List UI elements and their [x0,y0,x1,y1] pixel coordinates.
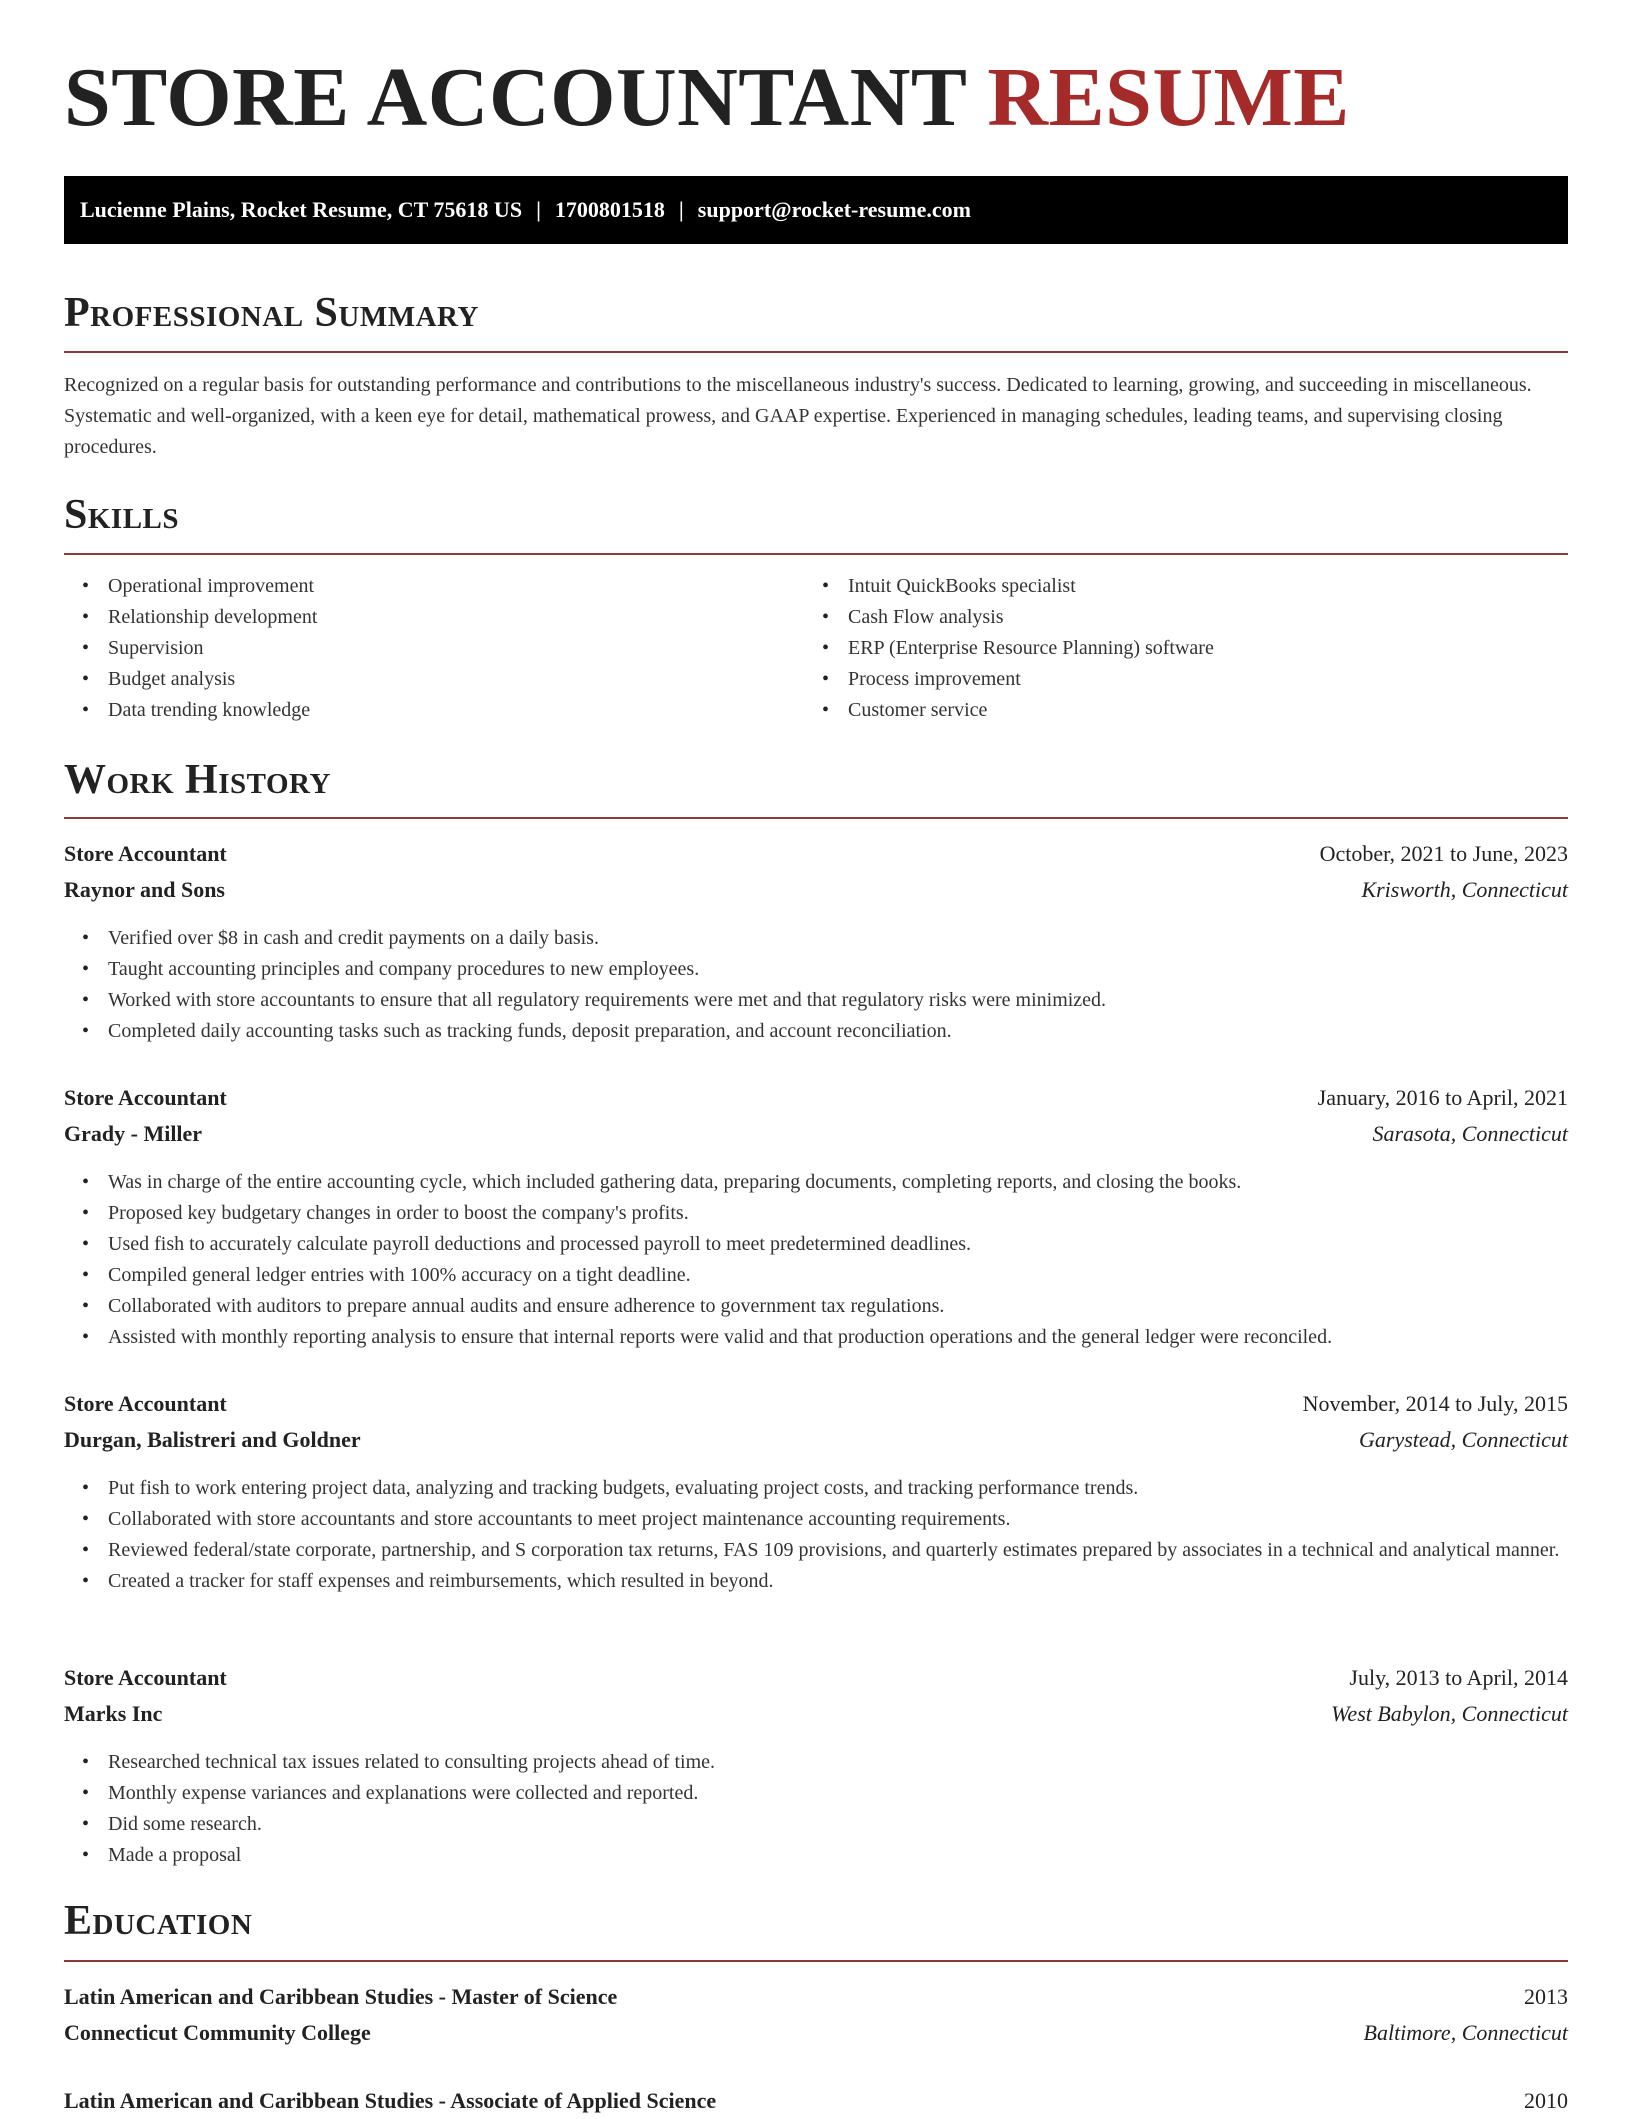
work-rule [64,817,1568,819]
job-location: West Babylon, Connecticut [1331,1701,1568,1726]
title-main: STORE ACCOUNTANT [64,51,966,144]
job-bullet: • Used fish to accurately calculate payroll deductions and processed payroll to meet predetermined deadlines. [64,1229,1568,1260]
job-title-row [64,1386,1568,1422]
job-company-row [64,1696,1568,1732]
job-bullets [64,1747,1568,1871]
job-bullet: • Assisted with monthly reporting analysis to ensure that internal reports were valid and that production operations and the general ledger were reconciled. [64,1322,1568,1353]
education-degree-row [64,2083,1568,2119]
job-bullet: • Made a proposal [64,1840,1568,1871]
job-title: Store Accountant [64,1391,227,1416]
education-school: Connecticut Community College [64,2020,371,2045]
skill-item: • Intuit QuickBooks specialist [804,571,1568,602]
job-bullet: • Was in charge of the entire accounting cycle, which included gathering data, preparing documents, completing reports, and closing the books. [64,1167,1568,1198]
skills-list-right [804,571,1568,726]
education-rule [64,1960,1568,1962]
skill-item: • Cash Flow analysis [804,602,1568,633]
education-degree: Latin American and Caribbean Studies - Associate of Applied Science [64,2088,717,2113]
resume-title [64,51,1350,144]
contact-email[interactable]: support@rocket-resume.com [697,197,971,222]
summary-rule [64,351,1568,353]
job-bullet: • Did some research. [64,1809,1568,1840]
education-year: 2010 [1524,2088,1568,2113]
skills-heading: Skills [64,492,180,538]
job-bullets [64,1167,1568,1353]
job-dates: October, 2021 to June, 2023 [1319,841,1568,866]
job-bullet: • Completed daily accounting tasks such as tracking funds, deposit preparation, and account reconciliation. [64,1016,1568,1047]
education-school-row [64,2015,1568,2051]
education-heading: Education [64,1898,253,1944]
skill-item: • Operational improvement [64,571,804,602]
work-heading: Work History [64,757,331,803]
job-bullet: • Researched technical tax issues related to consulting projects ahead of time. [64,1747,1568,1778]
job-company: Grady - Miller [64,1121,203,1146]
education-location: Baltimore, Connecticut [1363,2020,1568,2045]
job-bullet: • Collaborated with store accountants and store accountants to meet project maintenance accounting requirements. [64,1504,1568,1535]
job-location: Garystead, Connecticut [1359,1427,1568,1452]
skill-item: • Customer service [804,695,1568,726]
job-bullet: • Verified over $8 in cash and credit payments on a daily basis. [64,923,1568,954]
skills-list-left [64,571,804,726]
contact-phone[interactable]: 1700801518 [554,197,665,222]
job-bullet: • Put fish to work entering project data, analyzing and tracking budgets, evaluating project costs, and tracking performance trends. [64,1473,1568,1504]
job-dates: July, 2013 to April, 2014 [1349,1665,1568,1690]
job-location: Sarasota, Connecticut [1372,1121,1568,1146]
job-company-row [64,1116,1568,1152]
job-company-row [64,1422,1568,1458]
job-bullet: • Worked with store accountants to ensure that all regulatory requirements were met and that regulatory risks were minimized. [64,985,1568,1016]
skill-item: • ERP (Enterprise Resource Planning) software [804,633,1568,664]
title-accent: RESUME [987,51,1350,144]
job-bullets [64,923,1568,1047]
skill-item: • Data trending knowledge [64,695,804,726]
job-company: Raynor and Sons [64,877,225,902]
job-bullets [64,1473,1568,1597]
job-title-row [64,1080,1568,1116]
job-bullet: • Monthly expense variances and explanations were collected and reported. [64,1778,1568,1809]
job-location: Krisworth, Connecticut [1361,877,1568,902]
skill-item: • Process improvement [804,664,1568,695]
summary-text: Recognized on a regular basis for outstanding performance and contributions to the miscellaneous industry's success. Dedicated to learning, growing, and succeeding in miscellaneous. Systematic and well-organized, with a keen eye for detail, mathematical prowess, and GAAP expertise. Experienced in managing schedules, leading teams, and supervising closing procedures. [64,374,1532,458]
job-bullet: • Compiled general ledger entries with 100% accuracy on a tight deadline. [64,1260,1568,1291]
education-degree-row [64,1979,1568,2015]
job-dates: November, 2014 to July, 2015 [1302,1391,1568,1416]
job-title-row [64,836,1568,872]
job-title: Store Accountant [64,841,227,866]
contact-separator: | [678,197,684,222]
job-company: Durgan, Balistreri and Goldner [64,1427,361,1452]
job-title: Store Accountant [64,1665,227,1690]
job-bullet: • Created a tracker for staff expenses and reimbursements, which resulted in beyond. [64,1566,1568,1597]
skill-item: • Supervision [64,633,804,664]
job-bullet: • Proposed key budgetary changes in order to boost the company's profits. [64,1198,1568,1229]
education-degree: Latin American and Caribbean Studies - Master of Science [64,1984,618,2009]
contact-address: Lucienne Plains, Rocket Resume, CT 75618 US [80,197,523,222]
skill-item: • Budget analysis [64,664,804,695]
job-bullet: • Reviewed federal/state corporate, partnership, and S corporation tax returns, FAS 109 provisions, and quarterly estimates prepared by associates in a technical and analytical manner. [64,1535,1568,1566]
summary-heading: Professional Summary [64,290,479,336]
education-year: 2013 [1524,1984,1568,2009]
job-dates: January, 2016 to April, 2021 [1317,1085,1568,1110]
job-company-row [64,872,1568,908]
contact-separator: | [536,197,541,222]
job-title: Store Accountant [64,1085,227,1110]
skill-item: • Relationship development [64,602,804,633]
job-bullet: • Collaborated with auditors to prepare annual audits and ensure adherence to government tax regulations. [64,1291,1568,1322]
job-bullet: • Taught accounting principles and company procedures to new employees. [64,954,1568,985]
skills-rule [64,553,1568,555]
job-company: Marks Inc [64,1701,163,1726]
contact-bar [64,176,1568,244]
job-title-row [64,1660,1568,1696]
